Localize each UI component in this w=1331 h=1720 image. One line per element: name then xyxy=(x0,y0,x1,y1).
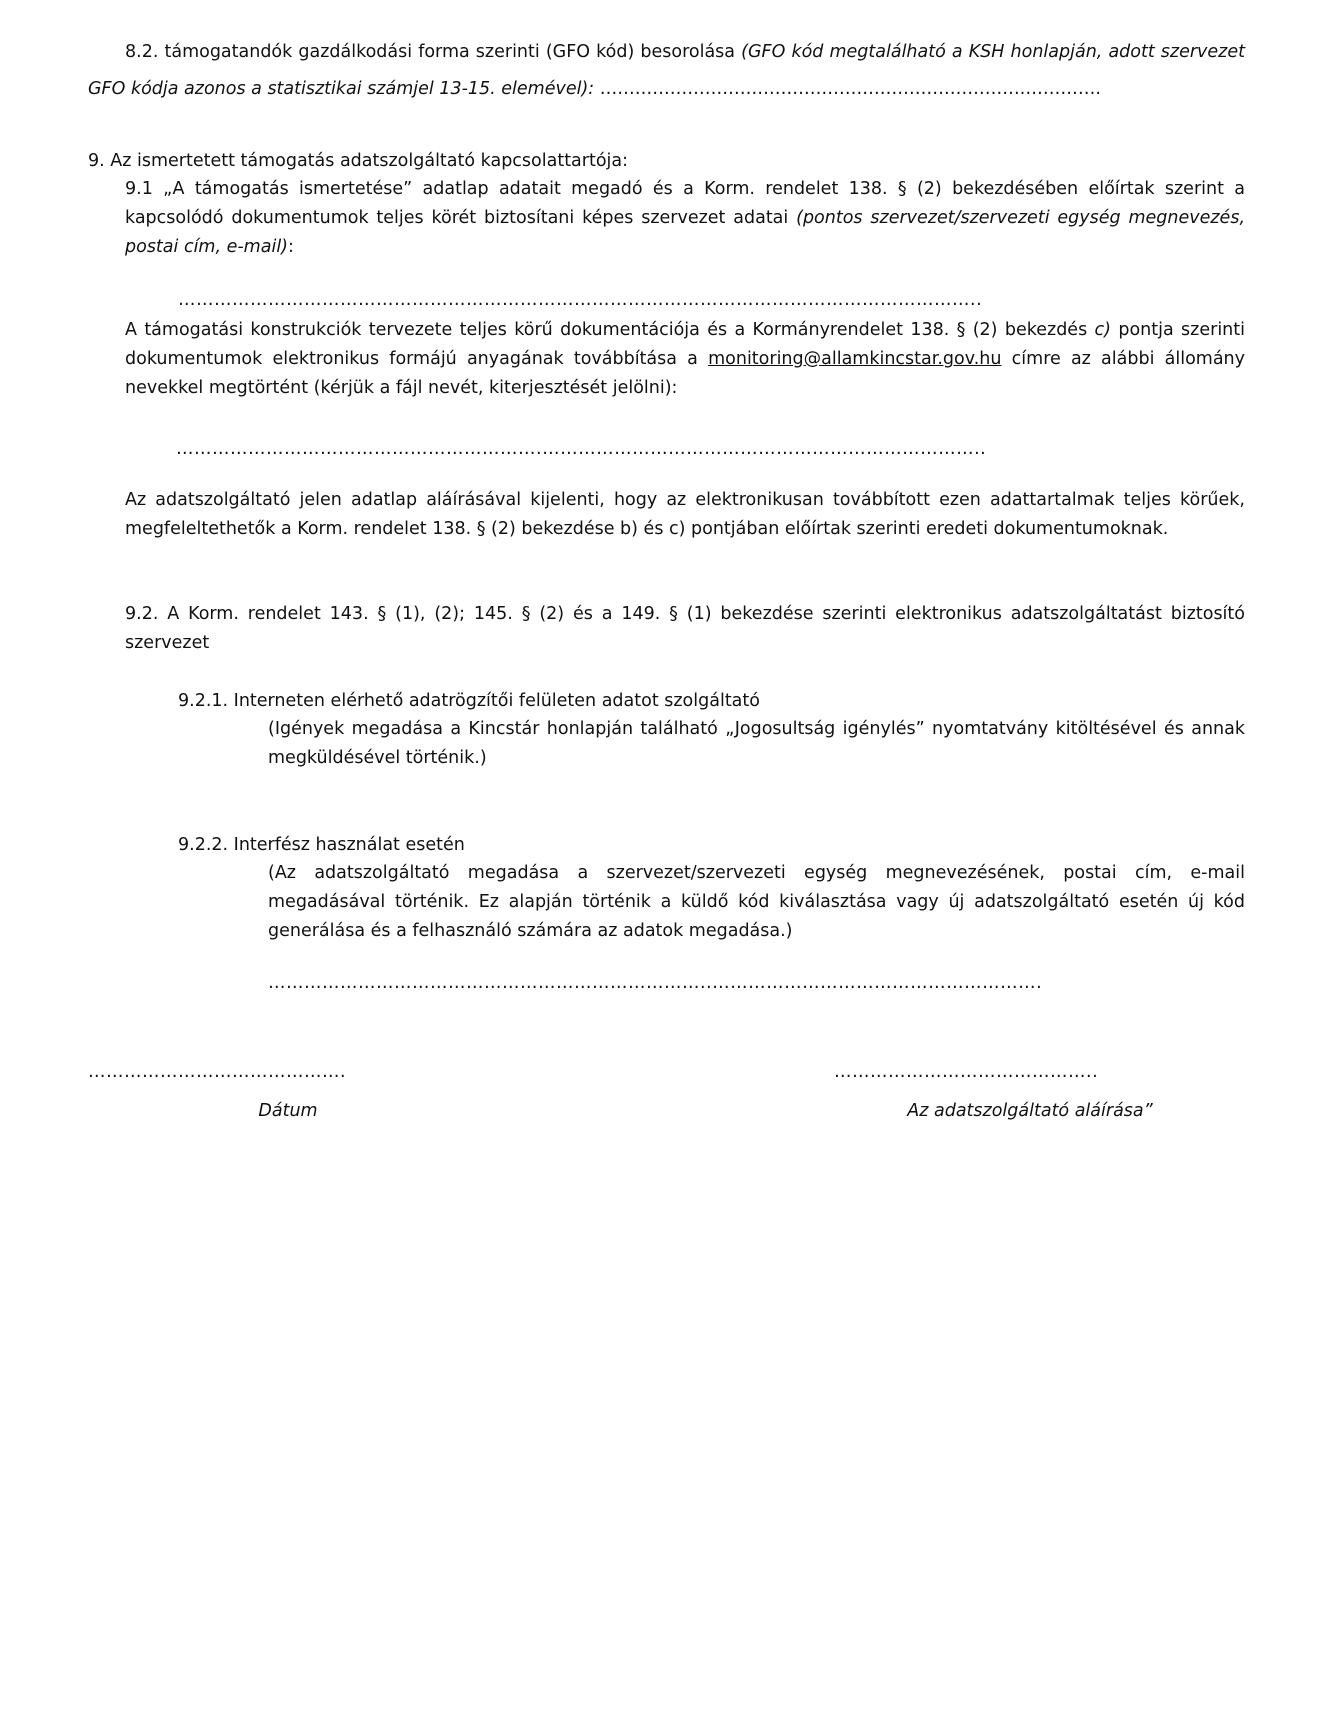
section-9-1-note: (pontos szervezet/szervezeti egység megnevezés, postai cím, e-mail) xyxy=(125,208,1246,257)
date-label: Dátum xyxy=(258,1101,318,1121)
section-9-heading: 9. Az ismertetett támogatás adatszolgáltató kapcsolattartója: xyxy=(88,151,629,171)
documents-point-c: c) xyxy=(1094,320,1111,340)
documents-paragraph xyxy=(125,316,1245,403)
interface-fill-line[interactable]: ………………………………………………………………..………………………………………………. xyxy=(268,973,1043,993)
section-9-1 xyxy=(125,175,1245,262)
signature-fill-line[interactable]: …………………………………….. xyxy=(834,1062,1099,1082)
section-9-2-1-title: 9.2.1. Interneten elérhető adatrögzítői felületen adatot szolgáltató xyxy=(178,691,760,711)
section-8-2 xyxy=(88,34,1245,108)
contact-fill-line[interactable]: …………………………………………………………………………………………………………………….. xyxy=(178,290,983,310)
declaration-paragraph: Az adatszolgáltató jelen adatlap aláírásával kijelenti, hogy az elektronikusan továbbított ezen adattartalmak teljes körűek, megfeleltethetők a Korm. rendelet 138. § (2) bekezdése b) és c) pontjában előírtak szerinti eredeti dokumentumoknak. xyxy=(125,490,1245,539)
section-9-2-1-note: (Igények megadása a Kincstár honlapján található „Jogosultság igénylés” nyomtatvány kitöltésével és annak megküldésével történik.) xyxy=(268,719,1245,768)
documents-text-b: pontja szerinti dokumentumok elektronikus formájú anyagának továbbítása a xyxy=(125,320,1245,369)
section-8-2-note: (GFO kód megtalálható a KSH honlapján, adott szervezet GFO kódja azonos a statisztikai számjel 13-15. elemével): xyxy=(88,42,1245,99)
monitoring-email-link[interactable]: monitoring@allamkincstar.gov.hu xyxy=(708,349,1002,369)
section-9-2-2-note: (Az adatszolgáltató megadása a szervezet/szervezeti egység megnevezésének, postai cím, e-mail megadásával történik. Ez alapján történik a küldő kód kiválasztása vagy új adatszolgáltató esetén új kód generálása és a felhasználó számára az adatok megadása.) xyxy=(268,863,1245,941)
section-9-2: 9.2. A Korm. rendelet 143. § (1), (2); 145. § (2) és a 149. § (1) bekezdése szerinti elektronikus adatszolgáltatást biztosító szervezet xyxy=(125,604,1245,653)
signature-label: Az adatszolgáltató aláírása” xyxy=(907,1101,1153,1121)
documents-text-a: A támogatási konstrukciók tervezete teljes körű dokumentációja és a Kormányrendelet 138. § (2) bekezdés xyxy=(125,320,1095,340)
filenames-fill-line[interactable]: …………………………………………………….……………………………………………………………….. xyxy=(176,439,987,459)
section-8-2-dots: ……………………………………………………………….…………. xyxy=(594,79,1101,99)
section-8-2-lead: 8.2. támogatandók gazdálkodási forma szerinti (GFO kód) besorolása xyxy=(125,42,742,62)
date-fill-line[interactable]: ……………………………………. xyxy=(88,1062,347,1082)
section-9-1-text: 9.1 „A támogatás ismertetése” adatlap adatait megadó és a Korm. rendelet 138. § (2) bekezdésében előírtak szerint a kapcsolódó dokumentumok teljes körét biztosítani képes szervezet adatai xyxy=(125,179,1245,228)
section-9-1-colon: : xyxy=(288,237,294,257)
section-9-2-2-title: 9.2.2. Interfész használat esetén xyxy=(178,835,465,855)
documents-text-end: címre az alábbi állomány nevekkel megtörtént (kérjük a fájl nevét, kiterjesztését jelölni): xyxy=(125,349,1246,398)
